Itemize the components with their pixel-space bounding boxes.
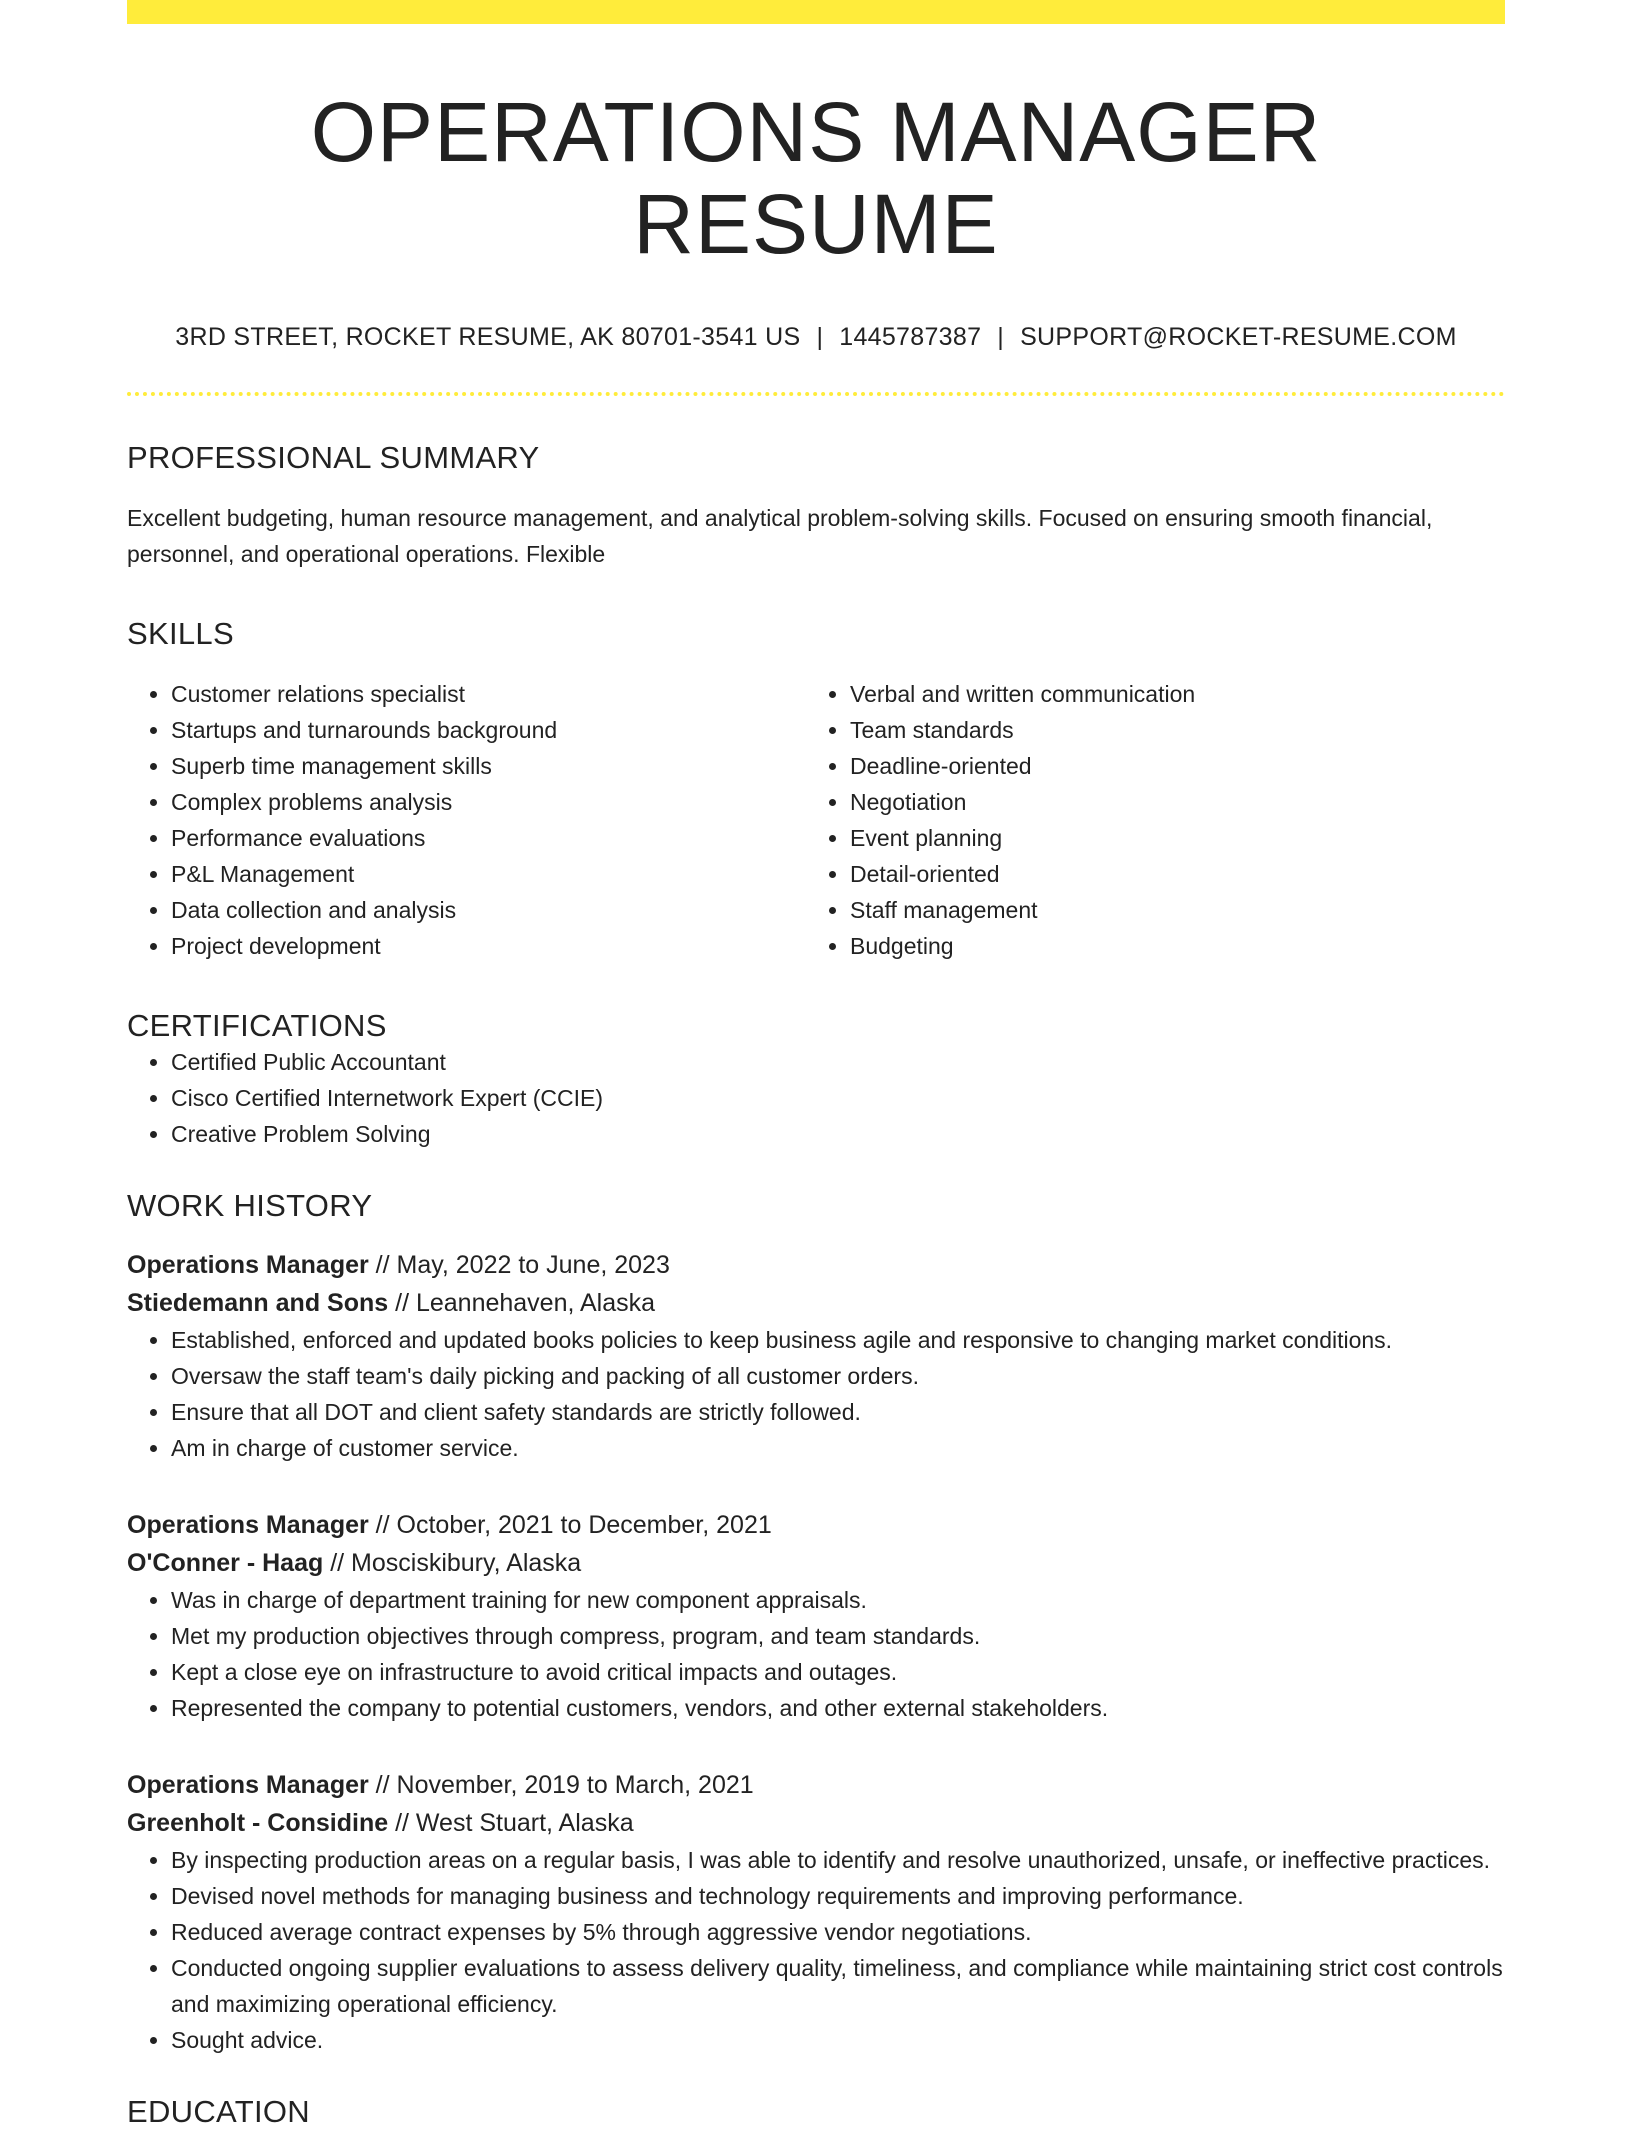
resume-page <box>127 0 1505 2130</box>
job-entry <box>127 1246 1505 1466</box>
job-title-line <box>127 1766 1505 1804</box>
job-bullet: • Met my production objectives through compress, program, and team standards. <box>171 1618 1505 1654</box>
work-history-heading: WORK HISTORY <box>127 1187 373 1223</box>
dotted-divider <box>127 392 1505 396</box>
email: SUPPORT@ROCKET-RESUME.COM <box>1020 322 1457 351</box>
skills-grid <box>127 676 1505 964</box>
job-bullet: • By inspecting production areas on a regular basis, I was able to identify and resolve unauthorized, unsafe, or ineffective practices. <box>171 1842 1505 1878</box>
job-dates: // May, 2022 to June, 2023 <box>368 1250 670 1279</box>
summary-text: Excellent budgeting, human resource management, and analytical problem-solving skills. Focused on ensuring smooth financial, personnel, and operational operations. Flexible <box>127 504 1433 567</box>
skill-item: • Negotiation <box>850 784 1485 820</box>
skills-heading: SKILLS <box>127 615 234 651</box>
job-dates: // November, 2019 to March, 2021 <box>368 1770 754 1799</box>
skill-item: • P&L Management <box>171 856 806 892</box>
job-company-line <box>127 1284 1505 1322</box>
job-bullets <box>127 1322 1505 1466</box>
skill-item: • Project development <box>171 928 806 964</box>
contact-separator: | <box>997 322 1005 351</box>
job-bullets <box>127 1582 1505 1726</box>
skill-item: • Event planning <box>850 820 1485 856</box>
job-title-line <box>127 1506 1505 1544</box>
skill-item: • Staff management <box>850 892 1485 928</box>
job-bullet: • Sought advice. <box>171 2022 1505 2058</box>
skills-list-right <box>806 676 1485 964</box>
accent-bar <box>127 0 1505 24</box>
skill-item: • Detail-oriented <box>850 856 1485 892</box>
job-bullet: • Represented the company to potential customers, vendors, and other external stakeholders. <box>171 1690 1505 1726</box>
skill-item: • Startups and turnarounds background <box>171 712 806 748</box>
skill-item: • Superb time management skills <box>171 748 806 784</box>
certification-item: • Cisco Certified Internetwork Expert (CCIE) <box>171 1080 1505 1116</box>
job-role: Operations Manager <box>127 1510 369 1539</box>
skill-item: • Customer relations specialist <box>171 676 806 712</box>
job-company: Stiedemann and Sons <box>127 1288 389 1317</box>
job-bullet: • Reduced average contract expenses by 5% through aggressive vendor negotiations. <box>171 1914 1505 1950</box>
job-role: Operations Manager <box>127 1250 369 1279</box>
contact-line <box>127 323 1505 352</box>
job-bullets <box>127 1842 1505 2058</box>
certifications-heading: CERTIFICATIONS <box>127 1007 387 1043</box>
skill-item: • Team standards <box>850 712 1485 748</box>
job-company: O'Conner - Haag <box>127 1548 324 1577</box>
address: 3RD STREET, ROCKET RESUME, AK 80701-3541 US <box>175 322 801 351</box>
skill-item: • Budgeting <box>850 928 1485 964</box>
skill-item: • Deadline-oriented <box>850 748 1485 784</box>
job-bullet: • Oversaw the staff team's daily picking and packing of all customer orders. <box>171 1358 1505 1394</box>
summary-heading: PROFESSIONAL SUMMARY <box>127 439 540 475</box>
job-company-line <box>127 1804 1505 1842</box>
education-heading: EDUCATION <box>127 2093 310 2129</box>
skills-list-left <box>127 676 806 964</box>
contact-separator: | <box>816 322 824 351</box>
skill-item: • Performance evaluations <box>171 820 806 856</box>
job-entry <box>127 1506 1505 1726</box>
job-location: // West Stuart, Alaska <box>388 1808 634 1837</box>
certification-item: • Certified Public Accountant <box>171 1044 1505 1080</box>
skill-item: • Complex problems analysis <box>171 784 806 820</box>
skill-item: • Verbal and written communication <box>850 676 1485 712</box>
job-bullet: • Devised novel methods for managing business and technology requirements and improving performance. <box>171 1878 1505 1914</box>
certification-item: • Creative Problem Solving <box>171 1116 1505 1152</box>
work-history-list <box>127 1246 1505 2058</box>
skill-item: • Data collection and analysis <box>171 892 806 928</box>
resume-title: OPERATIONS MANAGER RESUME <box>310 85 1322 272</box>
job-bullet: • Kept a close eye on infrastructure to avoid critical impacts and outages. <box>171 1654 1505 1690</box>
job-dates: // October, 2021 to December, 2021 <box>368 1510 772 1539</box>
job-bullet: • Established, enforced and updated books policies to keep business agile and responsive to changing market conditions. <box>171 1322 1505 1358</box>
job-bullet: • Conducted ongoing supplier evaluations to assess delivery quality, timeliness, and compliance while maintaining strict cost controls and maximizing operational efficiency. <box>171 1950 1505 2022</box>
job-entry <box>127 1766 1505 2058</box>
certifications-list <box>127 1044 1505 1152</box>
job-title-line <box>127 1246 1505 1284</box>
job-bullet: • Am in charge of customer service. <box>171 1430 1505 1466</box>
job-bullet: • Ensure that all DOT and client safety standards are strictly followed. <box>171 1394 1505 1430</box>
job-location: // Leannehaven, Alaska <box>388 1288 656 1317</box>
job-company: Greenholt - Considine <box>127 1808 389 1837</box>
job-company-line <box>127 1544 1505 1582</box>
phone: 1445787387 <box>839 322 982 351</box>
job-location: // Mosciskibury, Alaska <box>323 1548 582 1577</box>
job-role: Operations Manager <box>127 1770 369 1799</box>
job-bullet: • Was in charge of department training for new component appraisals. <box>171 1582 1505 1618</box>
